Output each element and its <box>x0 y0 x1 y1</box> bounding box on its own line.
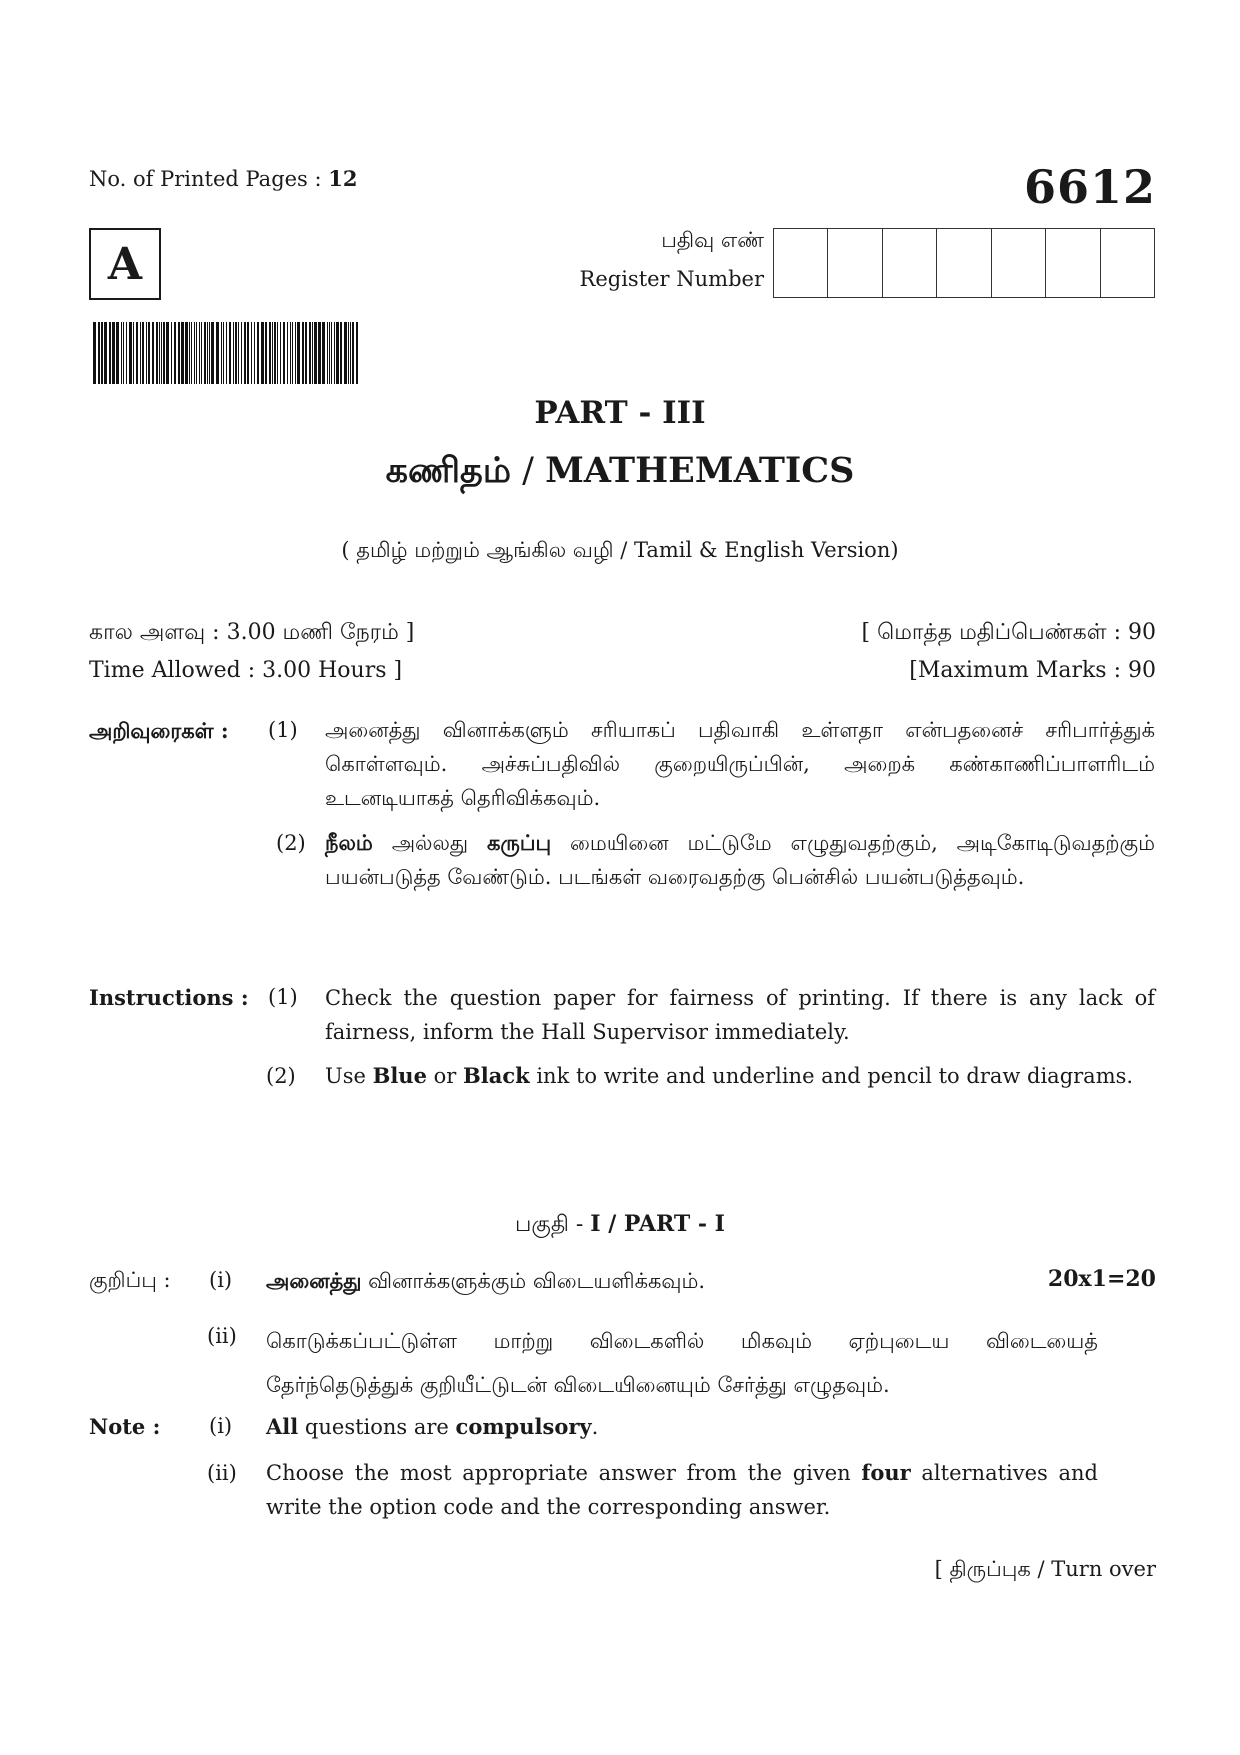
instruction-fragment: or <box>426 1064 463 1088</box>
barcode-bar <box>356 322 358 384</box>
medium-line: ( தமிழ் மற்றும் ஆங்கில வழி / Tamil & English Version) <box>341 538 899 562</box>
register-digit-box <box>828 229 882 297</box>
barcode-bar <box>277 322 278 384</box>
time-allowed-english: Time Allowed : 3.00 Hours ] <box>89 658 403 683</box>
version-box: A <box>89 228 161 300</box>
note-number: (ii) <box>207 1461 237 1485</box>
barcode-bar <box>238 322 239 384</box>
barcode-bar <box>201 322 202 384</box>
register-digit-box <box>1101 229 1154 297</box>
barcode-bar <box>223 322 224 384</box>
time-allowed-tamil: கால அளவு : 3.00 மணி நேரம் ] <box>89 620 415 645</box>
ink-black-english: Black <box>462 1063 530 1088</box>
instruction-text-english-2 <box>325 1059 1155 1093</box>
section-title-tamil: பகுதி - <box>515 1212 591 1237</box>
register-digit-box <box>992 229 1046 297</box>
subject-english: MATHEMATICS <box>545 450 855 491</box>
note-fragment: questions are <box>298 1415 456 1439</box>
barcode-bar <box>251 322 252 384</box>
barcode-bar <box>152 322 154 384</box>
paper-code: 6612 <box>1023 160 1156 214</box>
subject-separator: / <box>511 451 546 491</box>
barcode-bar <box>287 322 288 384</box>
barcode-bar <box>159 322 160 384</box>
barcode-bar <box>295 322 296 384</box>
barcode-bar <box>229 322 231 384</box>
barcode-bar <box>178 322 180 384</box>
register-digit-box <box>937 229 991 297</box>
barcode-bar <box>163 322 165 384</box>
barcode-bar <box>136 322 138 384</box>
section-title <box>0 1211 1240 1240</box>
note-emphasis: அனைத்து <box>266 1268 362 1293</box>
note-emphasis: All <box>266 1414 299 1439</box>
barcode-bar <box>129 322 132 384</box>
barcode-bar <box>312 322 313 384</box>
barcode-bar <box>221 322 222 384</box>
instruction-number: (1) <box>268 718 298 742</box>
marks-scheme: 20x1=20 <box>1047 1266 1156 1292</box>
barcode-bar <box>194 322 195 384</box>
barcode-bar <box>261 322 264 384</box>
ink-black-tamil: கருப்பு <box>487 830 552 855</box>
barcode-bar <box>166 322 169 384</box>
max-marks-tamil: [ மொத்த மதிப்பெண்கள் : 90 <box>861 620 1156 645</box>
barcode-bar <box>241 322 242 384</box>
barcode-bar <box>146 322 147 384</box>
barcode-bar <box>322 322 325 384</box>
note-label-tamil: குறிப்பு : <box>89 1268 171 1292</box>
turn-over-note: [ திருப்புக / Turn over <box>934 1557 1156 1581</box>
instruction-fragment: Use <box>325 1064 373 1088</box>
barcode-bar <box>181 322 184 384</box>
barcode-bar <box>257 322 259 384</box>
barcode-bar <box>133 322 134 384</box>
barcode-bar <box>104 322 107 384</box>
barcode-bar <box>309 322 311 384</box>
instruction-number: (1) <box>268 985 298 1009</box>
ink-blue-english: Blue <box>372 1063 427 1088</box>
barcode-bar <box>318 322 321 384</box>
barcode-bar <box>93 322 96 384</box>
barcode-bar <box>189 322 190 384</box>
barcode-bar <box>280 322 281 384</box>
barcode-bar <box>297 322 300 384</box>
note-text-english-1 <box>266 1414 598 1439</box>
barcode-bar <box>98 322 100 384</box>
barcode-bar <box>161 322 162 384</box>
barcode-bar <box>336 322 339 384</box>
barcode-bar <box>272 322 273 384</box>
note-fragment: வினாக்களுக்கும் விடையளிக்கவும். <box>361 1269 706 1293</box>
note-fragment: Choose the most appropriate answer from the given <box>266 1461 862 1485</box>
barcode-bar <box>140 322 141 384</box>
barcode-bar <box>265 322 267 384</box>
instruction-number: (2) <box>266 1064 296 1088</box>
printed-pages-count <box>89 166 358 191</box>
barcode <box>93 322 359 384</box>
register-digit-box <box>1046 229 1100 297</box>
barcode-bar <box>348 322 349 384</box>
barcode-bar <box>171 322 172 384</box>
barcode-bar <box>209 322 210 384</box>
note-number: (ii) <box>207 1324 237 1348</box>
barcode-bar <box>235 322 237 384</box>
barcode-bar <box>121 322 122 384</box>
barcode-bar <box>334 322 335 384</box>
barcode-bar <box>204 322 206 384</box>
barcode-bar <box>247 322 249 384</box>
instruction-text-tamil-2 <box>325 826 1155 894</box>
barcode-bar <box>331 322 332 384</box>
note-text-tamil-1 <box>266 1268 705 1296</box>
instruction-fragment: ink to write and underline and pencil to draw diagrams. <box>529 1064 1134 1088</box>
barcode-bar <box>101 322 103 384</box>
note-emphasis: four <box>861 1460 911 1485</box>
printed-pages-label: No. of Printed Pages : <box>89 167 329 191</box>
barcode-bar <box>196 322 197 384</box>
instructions-label-english: Instructions : <box>89 985 249 1010</box>
barcode-bar <box>207 322 208 384</box>
barcode-bar <box>305 322 307 384</box>
barcode-bar <box>254 322 255 384</box>
barcode-bar <box>302 322 304 384</box>
barcode-bar <box>211 322 214 384</box>
register-label-english: Register Number <box>579 267 764 291</box>
register-digit-box <box>883 229 937 297</box>
note-number: (i) <box>209 1268 233 1292</box>
barcode-bar <box>191 322 192 384</box>
barcode-bar <box>185 322 188 384</box>
barcode-bar <box>329 322 330 384</box>
note-fragment: . <box>591 1415 599 1439</box>
max-marks-english: [Maximum Marks : 90 <box>909 658 1156 683</box>
barcode-bar <box>109 322 111 384</box>
barcode-bar <box>148 322 150 384</box>
barcode-bar <box>292 322 293 384</box>
barcode-bar <box>142 322 144 384</box>
section-title-roman: I <box>590 1211 601 1237</box>
instruction-number: (2) <box>276 831 306 855</box>
note-text-tamil-2: கொடுக்கப்பட்டுள்ள மாற்று விடைகளில் மிகவும் ஏற்புடைய விடையைத் தேர்ந்தெடுத்துக் குறியீட்டுடன் விடையினையும் சேர்த்து எழுதவும். <box>266 1329 1098 1397</box>
barcode-bar <box>126 322 127 384</box>
instruction-text-english-1: Check the question paper for fairness of printing. If there is any lack of fairness, inform the Hall Supervisor immediately. <box>325 986 1155 1044</box>
subject-tamil: கணிதம் <box>385 450 512 491</box>
barcode-bar <box>269 322 271 384</box>
barcode-bar <box>340 322 342 384</box>
printed-pages-value: 12 <box>328 166 358 191</box>
barcode-bar <box>283 322 285 384</box>
barcode-bar <box>233 322 234 384</box>
ink-blue-tamil: நீலம் <box>325 830 373 855</box>
note-number: (i) <box>209 1414 233 1438</box>
barcode-bar <box>327 322 328 384</box>
register-digit-box <box>774 229 828 297</box>
barcode-bar <box>350 322 351 384</box>
note-label-english: Note : <box>89 1414 161 1439</box>
barcode-bar <box>352 322 354 384</box>
barcode-bar <box>199 322 200 384</box>
barcode-bar <box>116 322 119 384</box>
register-number-boxes <box>773 228 1155 298</box>
barcode-bar <box>112 322 115 384</box>
barcode-bar <box>156 322 158 384</box>
note-text-english-2 <box>266 1456 1098 1524</box>
note-fragment: alternatives and write the option code and the corresponding answer. <box>266 1461 1098 1519</box>
part-title: PART - III <box>534 395 706 431</box>
barcode-bar <box>123 322 124 384</box>
barcode-bar <box>344 322 347 384</box>
subject-title <box>0 450 1240 495</box>
instructions-label-tamil: அறிவுரைகள் : <box>89 718 229 743</box>
barcode-bar <box>290 322 291 384</box>
note-emphasis: compulsory <box>455 1414 592 1439</box>
instruction-text-tamil-1: அனைத்து வினாக்களும் சரியாகப் பதிவாகி உள்ளதா என்பதனைச் சரிபார்த்துக் கொள்ளவும். அச்சுப்பதிவில் குறையிருப்பின், அறைக் கண்காணிப்பாளரிடம் உடனடியாகத் தெரிவிக்கவும். <box>325 718 1155 810</box>
barcode-bar <box>274 322 276 384</box>
register-label-tamil: பதிவு எண் <box>661 228 764 252</box>
barcode-bar <box>314 322 317 384</box>
section-title-english: / PART - I <box>600 1211 725 1237</box>
barcode-bar <box>216 322 219 384</box>
barcode-bar <box>244 322 246 384</box>
barcode-bar <box>174 322 176 384</box>
instruction-fragment: மையினை மட்டுமே எழுதுவதற்கும், அடிகோடிடுவதற்கும் பயன்படுத்த வேண்டும். படங்கள் வரைவதற்கு பென்சில் பயன்படுத்தவும். <box>325 831 1155 889</box>
instruction-fragment: அல்லது <box>372 831 487 855</box>
barcode-bar <box>226 322 227 384</box>
